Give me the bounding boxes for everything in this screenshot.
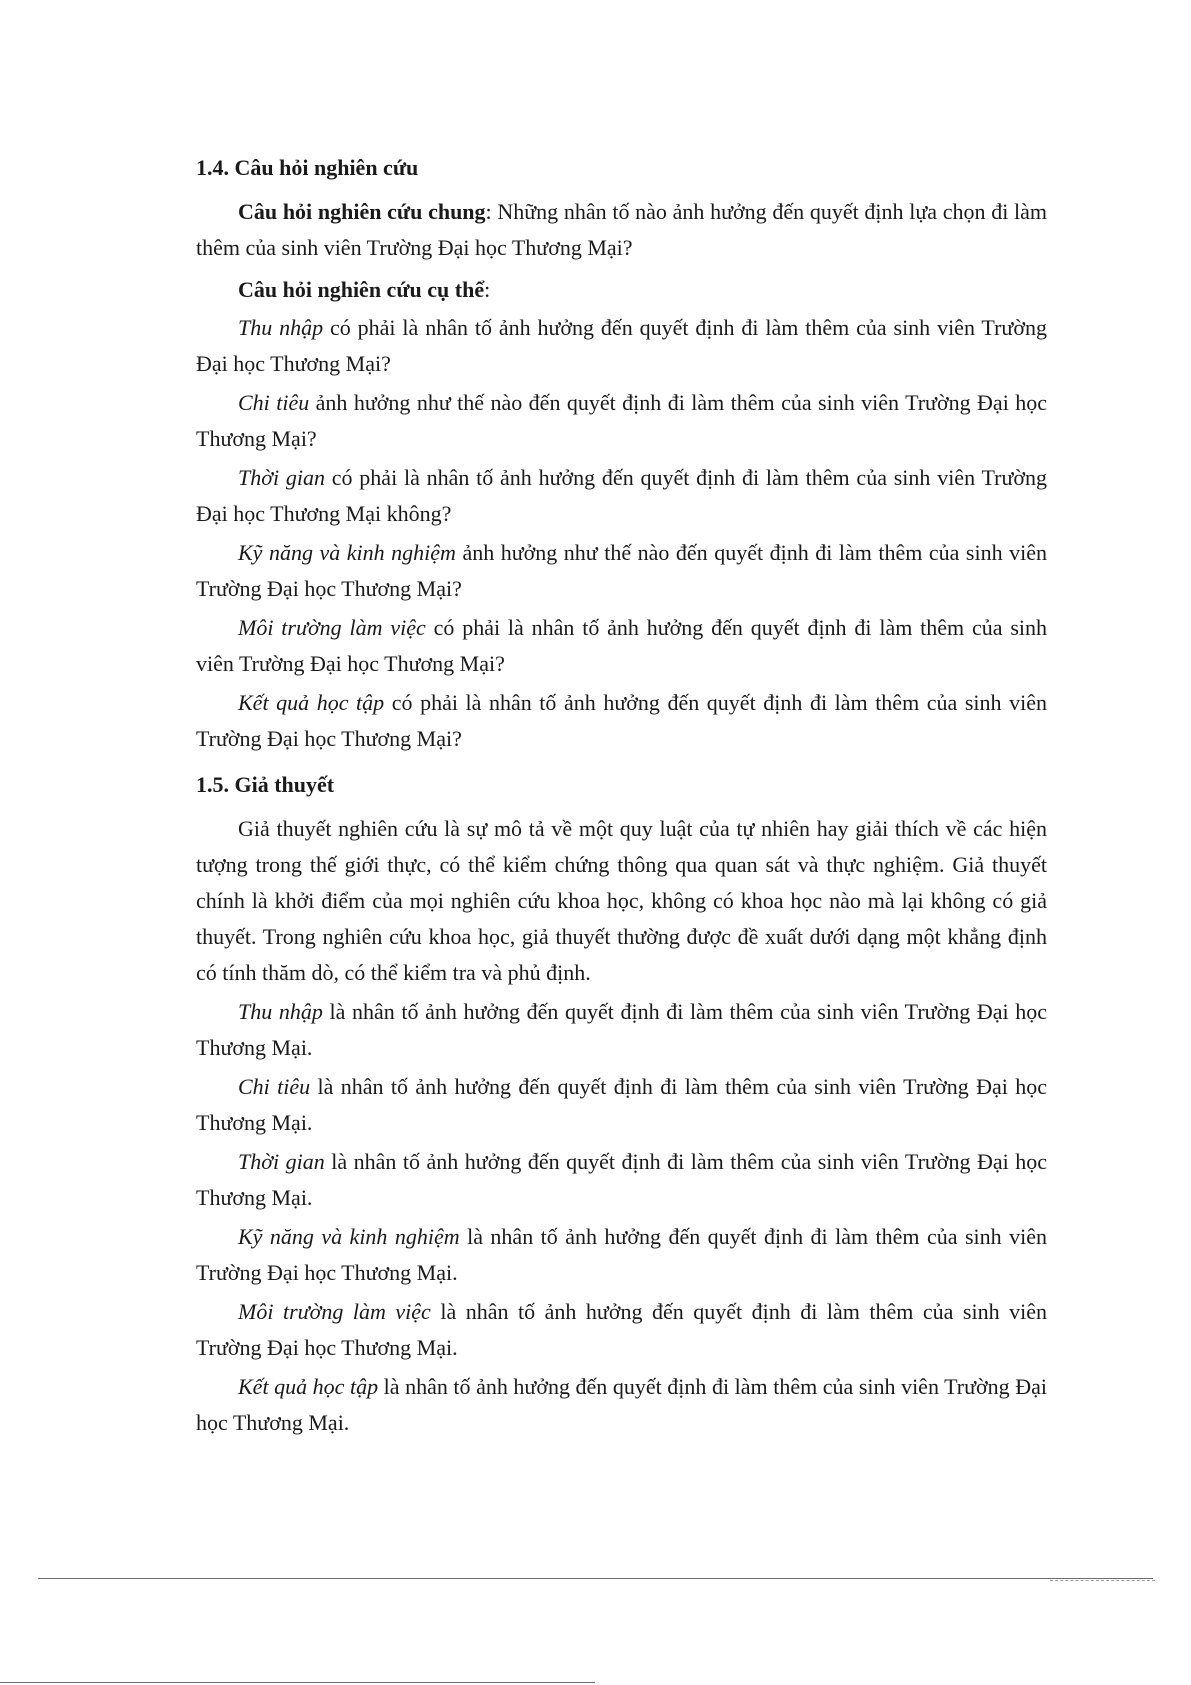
factor-term: Chi tiêu [238, 1074, 311, 1099]
document-page [196, 150, 1047, 1444]
factor-term: Thu nhập [238, 315, 324, 340]
factor-term: Thời gian [238, 1149, 325, 1174]
hypothesis-intro: Giả thuyết nghiên cứu là sự mô tả về một quy luật của tự nhiên hay giải thích về các hiện tượng trong thế giới thực, có thể kiểm chứng thông qua quan sát và thực nghiệm. Giả thuyết chính là khởi điểm của mọi nghiên cứu khoa học, không có khoa học nào mà lại không có giả thuyết. Trong nghiên cứu khoa học, giả thuyết thường được đề xuất dưới dạng một khẳng định có tính thăm dò, có thể kiểm tra và phủ định. [196, 816, 1047, 985]
research-question-item [196, 385, 1047, 457]
general-question-text: : Những nhân tố nào ảnh hưởng đến quyết định lựa chọn đi làm thêm của sinh viên Trường Đại học Thương Mại? [196, 199, 1047, 260]
general-question-label: Câu hỏi nghiên cứu chung [238, 199, 486, 224]
factor-term: Kết quả học tập [238, 690, 385, 715]
general-research-question [196, 194, 1047, 266]
question-text: có phải là nhân tố ảnh hưởng đến quyết định đi làm thêm của sinh viên Trường Đại học Thương Mại không? [196, 465, 1048, 526]
factor-term: Kỹ năng và kinh nghiệm [238, 1224, 460, 1249]
research-question-item [196, 460, 1047, 532]
hypothesis-text: là nhân tố ảnh hưởng đến quyết định đi làm thêm của sinh viên Trường Đại học Thương Mại. [196, 999, 1047, 1060]
specific-questions-label: Câu hỏi nghiên cứu cụ thể [238, 277, 485, 302]
hypothesis-text: là nhân tố ảnh hưởng đến quyết định đi làm thêm của sinh viên Trường Đại học Thương Mại. [196, 1074, 1047, 1135]
factor-term: Kỹ năng và kinh nghiệm [238, 540, 456, 565]
question-text: có phải là nhân tố ảnh hưởng đến quyết định đi làm thêm của sinh viên Trường Đại học Thương Mại? [196, 690, 1047, 751]
research-question-item [196, 610, 1047, 682]
bottom-edge-rule [0, 1682, 595, 1683]
hypothesis-item [196, 1369, 1047, 1441]
specific-questions-colon: : [484, 277, 491, 302]
research-question-item [196, 535, 1047, 607]
question-text: ảnh hưởng như thế nào đến quyết định đi làm thêm của sinh viên Trường Đại học Thương Mại? [196, 540, 1047, 601]
hypothesis-item [196, 1294, 1047, 1366]
factor-term: Môi trường làm việc [238, 615, 426, 640]
question-text: ảnh hưởng như thế nào đến quyết định đi làm thêm của sinh viên Trường Đại học Thương Mại? [196, 390, 1048, 451]
hypothesis-item [196, 1144, 1047, 1216]
hypothesis-text: là nhân tố ảnh hưởng đến quyết định đi làm thêm của sinh viên Trường Đại học Thương Mại. [196, 1224, 1047, 1285]
research-question-item [196, 685, 1047, 757]
factor-term: Môi trường làm việc [238, 1299, 431, 1324]
question-text: có phải là nhân tố ảnh hưởng đến quyết định đi làm thêm của sinh viên Trường Đại học Thương Mại? [196, 315, 1047, 376]
research-question-item [196, 310, 1047, 382]
section-heading-research-questions: 1.4. Câu hỏi nghiên cứu [196, 155, 419, 180]
factor-term: Thời gian [238, 465, 325, 490]
factor-term: Kết quả học tập [238, 1374, 379, 1399]
hypothesis-text: là nhân tố ảnh hưởng đến quyết định đi làm thêm của sinh viên Trường Đại học Thương Mại. [196, 1374, 1047, 1435]
specific-questions-heading [196, 272, 1047, 308]
hypothesis-text: là nhân tố ảnh hưởng đến quyết định đi làm thêm của sinh viên Trường Đại học Thương Mại. [196, 1299, 1047, 1360]
hypothesis-item [196, 1069, 1047, 1141]
footer-dashed-rule [1050, 1580, 1155, 1581]
factor-term: Chi tiêu [238, 390, 310, 415]
hypothesis-text: là nhân tố ảnh hưởng đến quyết định đi làm thêm của sinh viên Trường Đại học Thương Mại. [196, 1149, 1048, 1210]
section-heading-hypotheses: 1.5. Giả thuyết [196, 772, 335, 797]
factor-term: Thu nhập [238, 999, 323, 1024]
hypothesis-item [196, 1219, 1047, 1291]
hypothesis-item [196, 994, 1047, 1066]
footer-rule [38, 1578, 1153, 1579]
question-text: có phải là nhân tố ảnh hưởng đến quyết định đi làm thêm của sinh viên Trường Đại học Thương Mại? [196, 615, 1048, 676]
